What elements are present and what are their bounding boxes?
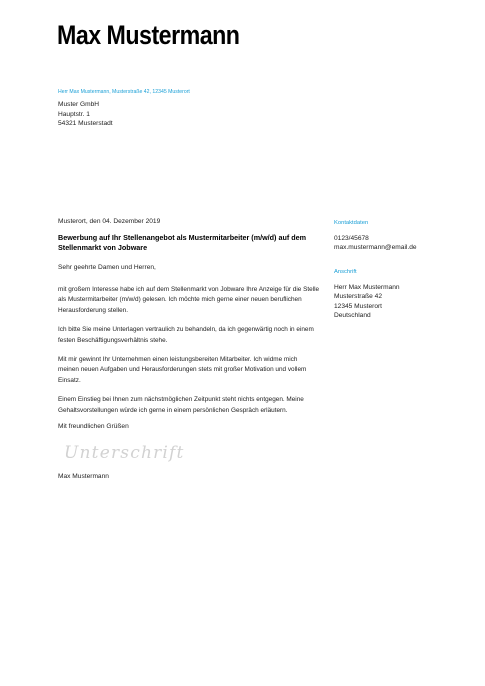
- applicant-name: Max Mustermann: [57, 20, 240, 50]
- address-name: Herr Max Mustermann: [334, 283, 400, 291]
- body-paragraph: Ich bitte Sie meine Unterlagen vertraulich zu behandeln, da ich gegenwärtig noch in einem festen Beschäftigungsverhältnis stehe.: [58, 326, 314, 344]
- letter-closing: Mit freundlichen Grüßen: [58, 423, 129, 430]
- address-city: 12345 Musterort: [334, 302, 383, 310]
- body-paragraph: Einem Einstieg bei Ihnen zum nächstmöglichen Zeitpunkt steht nichts entgegen. Meine Gehaltsvorstellungen würde ich gerne in einem persönlichen Gespräch erläutern.: [58, 396, 304, 414]
- recipient-street: Hauptstr. 1: [58, 110, 90, 118]
- contact-phone: 0123/45678: [334, 234, 369, 242]
- signer-name: Max Mustermann: [58, 473, 109, 480]
- letter-subject: Bewerbung auf Ihr Stellenangebot als Mustermitarbeiter (m/w/d) auf dem Stellenmarkt von Jobware: [58, 233, 307, 252]
- sidebar-address: [334, 268, 400, 321]
- recipient-city: 54321 Musterstadt: [58, 120, 113, 128]
- letter-date: Musterort, den 04. Dezember 2019: [58, 218, 161, 225]
- letter-salutation: Sehr geehrte Damen und Herren,: [58, 264, 156, 271]
- sidebar-contact: [334, 219, 417, 253]
- body-paragraph: mit großem Interesse habe ich auf dem Stellenmarkt von Jobware Ihre Anzeige für die Stelle als Mustermitarbeiter (m/w/d) gelesen. Ich möchte mich gerne einer neuen beruflichen Herausforderung stellen.: [58, 286, 320, 314]
- recipient-company: Muster GmbH: [58, 101, 100, 108]
- address-country: Deutschland: [334, 312, 371, 320]
- signature-placeholder: Unterschrift: [64, 443, 185, 463]
- recipient-address: [58, 100, 113, 129]
- body-paragraph: Mit mir gewinnt Ihr Unternehmen einen leistungsbereiten Mitarbeiter. Ich widme mich meinen neuen Aufgaben und Herausforderungen stets mit großer Motivation und vollem Einsatz.: [58, 356, 307, 384]
- contact-heading: Kontaktdaten: [334, 220, 369, 226]
- address-street: Musterstraße 42: [334, 293, 383, 301]
- letter-body: [58, 285, 320, 425]
- contact-email: max.mustermann@email.de: [334, 244, 417, 252]
- sender-return-address: Herr Max Mustermann, Musterstraße 42, 12345 Musterort: [58, 89, 190, 95]
- address-heading: Anschrift: [334, 269, 357, 275]
